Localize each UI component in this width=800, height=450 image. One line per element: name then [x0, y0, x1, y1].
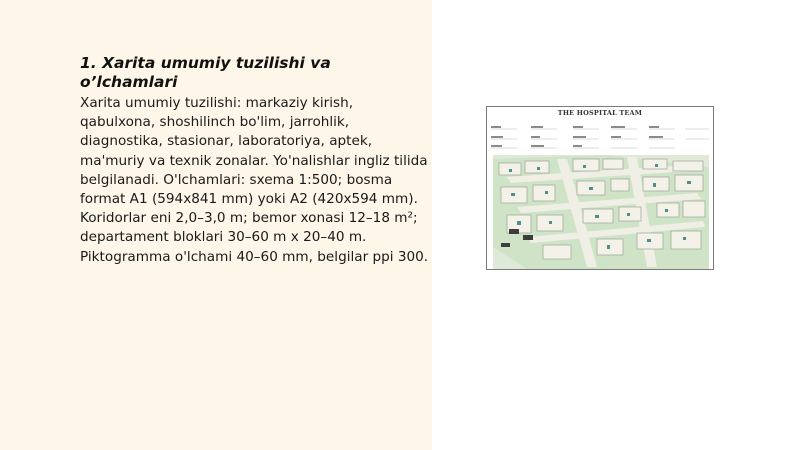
hospital-map-illustration [487, 107, 714, 270]
hospital-map-image [486, 106, 714, 270]
hospital-map-title: THE HOSPITAL TEAM [557, 109, 643, 117]
form-header-rows [491, 129, 709, 148]
slide-title: 1. Xarita umumiy tuzilishi va o’lchamlari [80, 54, 331, 91]
slide-body-text: Xarita umumiy tuzilishi: markaziy kirish, qabulxona, shoshilinch bo'lim, jarrohlik, diagnostika, stasionar, laboratoriya, aptek, ma'muriy va texnik zonalar. Yo'nalishlar ingliz tilida belgilanadi. O'lchamlari: sxema 1:500; bosma format A1 (594x841 mm) yoki A2 (420x594 mm). Koridorlar eni 2,0–3,0 m; bemor xonasi 12–18 m²; departament bloklari 30–60 m x 20–40 m. Piktogramma o'lchami 40–60 mm, belgilar ppi 300. [80, 95, 429, 265]
